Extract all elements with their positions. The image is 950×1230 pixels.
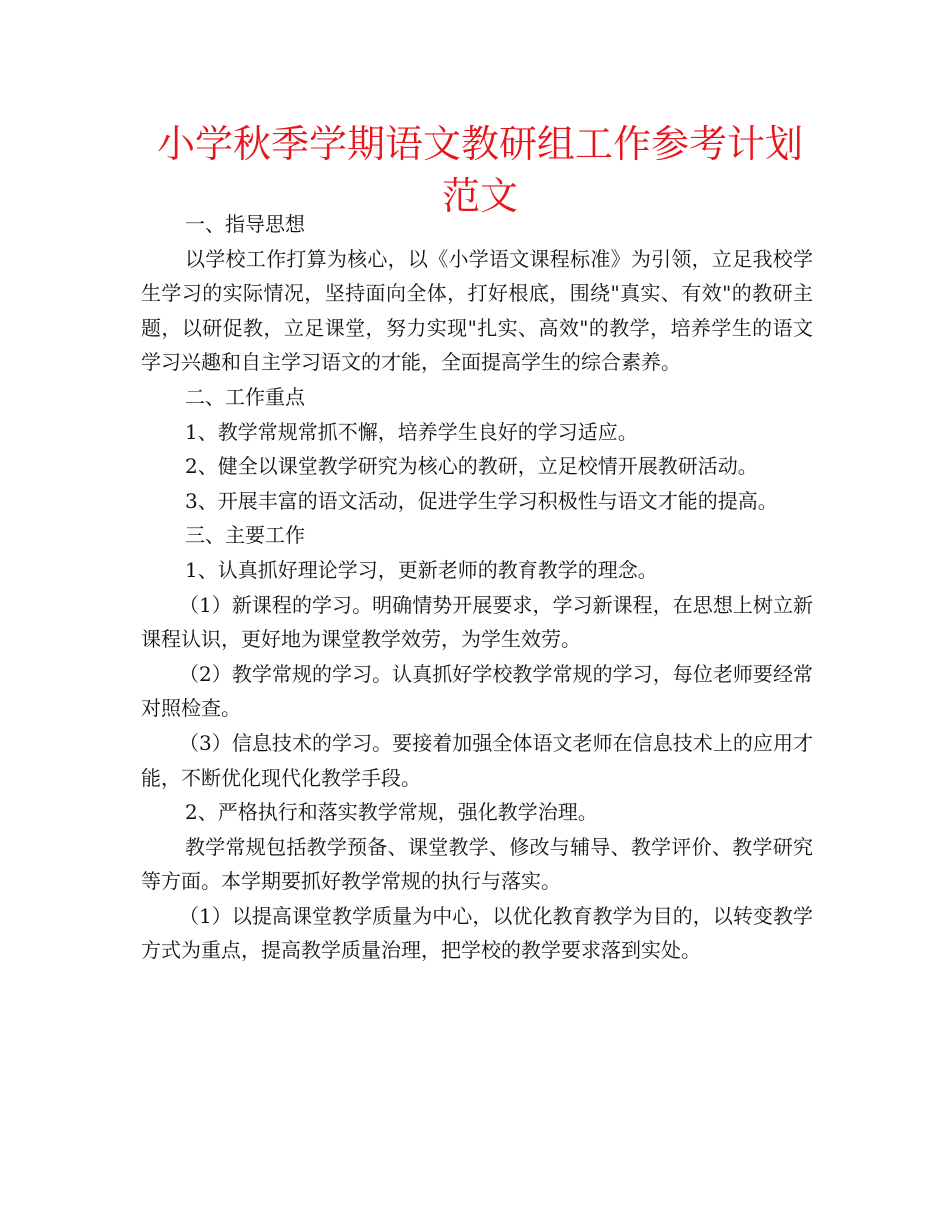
body-paragraph: 2、健全以课堂教学研究为核心的教研，立足校情开展教研活动。 <box>185 454 758 479</box>
document-body <box>141 207 813 968</box>
section-heading: 二、工作重点 <box>185 384 305 409</box>
body-paragraph: 2、严格执行和落实教学常规，强化教学治理。 <box>185 800 598 825</box>
body-paragraph: 教学常规包括教学预备、课堂教学、修改与辅导、教学评价、教学研究等方面。本学期要抓好教学常规的执行与落实。 <box>141 834 813 894</box>
body-paragraph: 3、开展丰富的语文活动，促进学生学习积极性与语文才能的提高。 <box>185 488 778 513</box>
section-heading: 一、指导思想 <box>185 212 305 236</box>
section-heading: 三、主要工作 <box>185 523 305 548</box>
sub-paragraph: （1）以提高课堂教学质量为中心，以优化教育教学为目的，以转变教学方式为重点，提高教学质量治理，把学校的教学要求落到实处。 <box>141 903 813 963</box>
document-title: 小学秋季学期语文教研组工作参考计划范文 <box>156 122 803 218</box>
sub-paragraph: （3）信息技术的学习。要接着加强全体语文老师在信息技术上的应用才能，不断优化现代化教学手段。 <box>141 730 813 790</box>
body-paragraph: 1、教学常规常抓不懈，培养学生良好的学习适应。 <box>185 419 638 444</box>
sub-paragraph: （1）新课程的学习。明确情势开展要求，学习新课程，在思想上树立新课程认识，更好地为课堂教学效劳，为学生效劳。 <box>141 592 813 652</box>
body-paragraph: 以学校工作打算为核心，以《小学语文课程标准》为引领，立足我校学生学习的实际情况，坚持面向全体，打好根底，围绕"真实、有效"的教研主题，以研促教，立足课堂，努力实现"扎实、高效"的教学，培养学生的语文学习兴趣和自主学习语文的才能，全面提高学生的综合素养。 <box>141 246 813 375</box>
sub-paragraph: （2）教学常规的学习。认真抓好学校教学常规的学习，每位老师要经常对照检查。 <box>141 661 813 721</box>
body-paragraph: 1、认真抓好理论学习，更新老师的教育教学的理念。 <box>185 557 658 582</box>
